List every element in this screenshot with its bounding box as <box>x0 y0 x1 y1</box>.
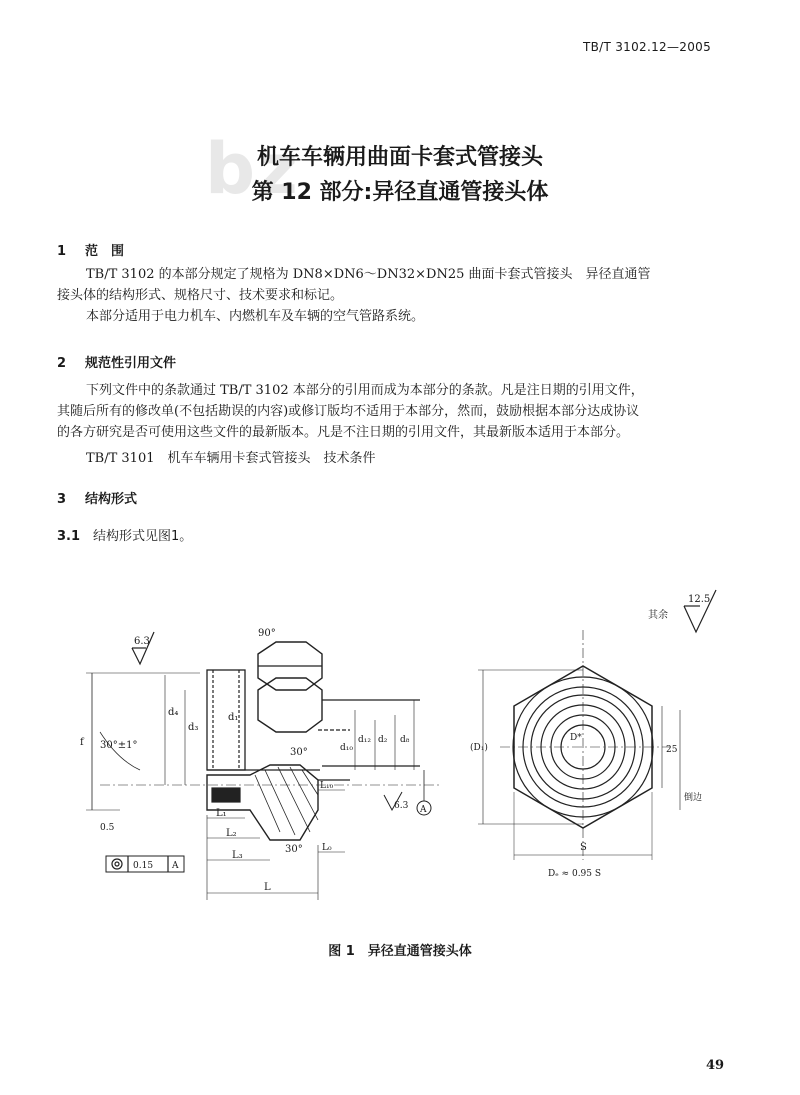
section-1-number: 1 <box>57 244 67 259</box>
rough-center-label: 6.3 <box>394 801 409 811</box>
section-2-paragraph-line2: 其随后所有的修改单(不包括勘误的内容)或修订版均不适用于本部分，然而，鼓励根据本部分达成协议 <box>57 404 640 419</box>
dim-L2: L₂ <box>226 828 237 839</box>
technical-drawing <box>0 570 800 910</box>
dim-d1: d₁ <box>228 712 239 723</box>
dim-edge: 倒边 <box>684 793 703 803</box>
dim-d2: d₂ <box>378 735 388 745</box>
document-title-line1: 机车车辆用曲面卡套式管接头 <box>256 145 543 170</box>
dim-25: 25 <box>666 745 678 755</box>
dim-d10: d₁₀ <box>340 743 353 753</box>
page-number: 49 <box>706 1058 725 1073</box>
chamfer-label: 0.5 <box>100 823 115 833</box>
section-3-number: 3 <box>57 492 67 507</box>
datum-a: A <box>420 805 427 815</box>
section-2-reference: TB/T 3101 机车车辆用卡套式管接头 技术条件 <box>86 451 376 466</box>
section-3-1 <box>57 525 192 544</box>
dim-L10: L₁₀ <box>320 781 334 791</box>
dim-S: S <box>580 842 587 853</box>
section-1-paragraph-1: TB/T 3102 的本部分规定了规格为 DN8×DN6～DN32×DN25 曲面卡套式管接头 异径直通管 <box>86 267 651 282</box>
standard-code: TB/T 3102.12—2005 <box>583 40 712 54</box>
dim-L1: L₁ <box>216 808 227 819</box>
body-section <box>207 765 318 840</box>
angle-bottom: 30° <box>285 844 303 855</box>
tolerance-value: 0.15 <box>133 861 154 871</box>
rest-note: 其余 <box>648 610 668 621</box>
angle-mid: 30° <box>290 747 308 758</box>
watermark: bz <box>205 128 300 210</box>
dim-d4: d₄ <box>168 707 179 718</box>
section-1-paragraph-1-cont: 接头体的结构形式、规格尺寸、技术要求和标记。 <box>57 288 344 303</box>
hex-nut-side-view <box>258 642 322 732</box>
dim-L3: L₃ <box>232 850 243 861</box>
angle-top: 90° <box>258 628 276 639</box>
section-2-paragraph-line1: 下列文件中的条款通过 TB/T 3102 本部分的引用而成为本部分的条款。凡是注日期的引用文件， <box>86 383 644 398</box>
dim-L: L <box>264 882 271 893</box>
dim-d8: d₈ <box>400 735 410 745</box>
section-3-1-text: 结构形式见图1。 <box>93 529 193 544</box>
section-2-number: 2 <box>57 356 67 371</box>
section-1-title: 范 围 <box>85 244 125 259</box>
dim-d12: d₁₂ <box>358 735 371 745</box>
section-3-heading <box>57 488 137 507</box>
section-3-title: 结构形式 <box>85 492 138 507</box>
tolerance-ref: A <box>172 861 179 871</box>
section-2-title: 规范性引用文件 <box>85 356 177 371</box>
section-2-paragraph-line3: 的各方研究是否可使用这些文件的最新版本。凡是不注日期的引用文件，其最新版本适用于本部分。 <box>57 425 630 440</box>
dim-D1: (D₁) <box>470 743 488 753</box>
rough-right-label: 12.5 <box>688 594 711 605</box>
angle-left: 30°±1° <box>100 740 138 751</box>
rough-left-label: 6.3 <box>134 636 150 647</box>
section-1-heading <box>57 240 124 259</box>
dim-f: f <box>80 737 84 748</box>
document-title-line2: 第 12 部分:异径直通管接头体 <box>251 180 549 205</box>
section-3-1-number: 3.1 <box>57 529 81 544</box>
dim-d3: d₃ <box>188 722 199 733</box>
hexagon-end-view <box>500 630 670 860</box>
section-1-paragraph-2: 本部分适用于电力机车、内燃机车及车辆的空气管路系统。 <box>86 309 425 324</box>
section-2-heading <box>57 352 176 371</box>
figure-caption: 图 1 异径直通管接头体 <box>328 944 472 959</box>
dim-D: D* <box>570 733 582 743</box>
dim-L0: L₀ <box>322 843 332 853</box>
formula: Dₑ ≈ 0.95 S <box>548 869 602 879</box>
